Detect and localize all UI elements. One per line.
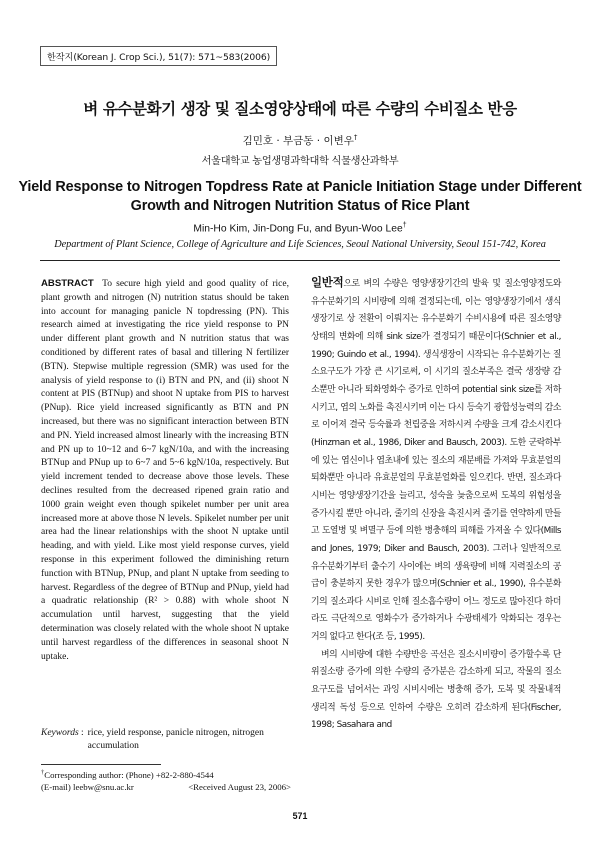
keywords-text: rice, yield response, panicle nitrogen, nitrogen accumulation <box>87 728 264 752</box>
header-divider <box>40 260 560 261</box>
english-authors <box>0 222 600 234</box>
footnote-mark: † <box>41 769 45 776</box>
english-author-names: Min-Ho Kim, Jin-Dong Fu, and Byun-Woo Lee <box>193 223 403 235</box>
korean-title: 벼 유수분화기 생장 및 질소영양상태에 따른 수량의 수비질소 반응 <box>83 100 517 118</box>
journal-citation: 한작지(Korean J. Crop Sci.), 51(7): 571~583(2006) <box>40 46 277 66</box>
english-title-line-1: Yield Response to Nitrogen Topdress Rate at Panicle Initiation Stage under Different <box>18 179 582 195</box>
english-affiliation: Department of Plant Science, College of Agriculture and Life Sciences, Seoul National University, Seoul 151-742, Korea <box>54 239 546 250</box>
corresponding-mark: † <box>353 133 358 142</box>
abstract <box>41 277 289 664</box>
keywords-label-wrap: Keywords : <box>41 728 84 738</box>
body-paragraph-1 <box>311 274 561 647</box>
footnote-divider <box>41 764 161 765</box>
footnote-line-1 <box>41 767 291 781</box>
keywords <box>41 727 289 753</box>
page-number: 571 <box>292 811 308 821</box>
footnote-line-2 <box>41 781 291 794</box>
english-title-line-2: Growth and Nitrogen Nutrition Status of Rice Plant <box>130 197 470 214</box>
body-lead: 일반적 <box>311 275 344 289</box>
keywords-label: Keywords <box>41 728 79 738</box>
korean-affiliation: 서울대학교 농업생명과학대학 식물생산과학부 <box>201 156 399 167</box>
received-date: <Received August 23, 2006> <box>188 782 291 793</box>
body-paragraph-2: 벼의 시비량에 대한 수량반응 곡선은 질소시비량이 증가할수록 단위질소량 증가에 의한 수량의 증가분은 감소하게 되고, 작물의 질소 요구도를 넘어서는 과잉 시비시에는 병충해 증가, 도복 및 작물내적 생리적 독성 등으로 인하여 수량은 오히려 감소하게 된다(Fischer, 1998; Sasahara and <box>311 649 561 731</box>
korean-authors <box>0 133 600 148</box>
body-paragraph-1-text: 으로 벼의 수량은 영양생장기간의 발육 및 질소영양정도와 유수분화기의 시비량에 의해 결정되는데, 이는 영양생장기에서 생식생장기로 상 전환이 이뤄지는 유수분화기 수비시용에 따른 질소영양상태의 변화에 의해 sink size가 결정되기 때문이다(Schnier et al., 1990; Guindo et al., 1994). 생식생장이 시작되는 유수분화기는 질소요구도가 가장 큰 시기로써, 이 시기의 질소부족은 결국 생장량 감소뿐만 아니라 퇴화영화수 증가로 인하여 potential sink size를 저하시키고, 엽의 노화를 촉진시키며 이는 다시 등숙기 광합성능력의 감소로 이어져 결국 등숙률과 천립중을 저하시켜 수량을 크게 감소시킨다(Hinzman et al., 1986, Diker and Bausch, 2003). 도한 군락하부에 있는 엽신이나 엽초내에 있는 질소의 재분배를 가져와 무효분얼의 퇴화뿐만 아니라 유효분얼의 무효분얼화를 일으킨다. 반면, 질소과다시비는 영양생장기간을 늘리고, 성숙을 늦춤으로써 도복의 위험성을 증가시킬 뿐만 아니라, 줄기의 신장을 촉진시켜 줄기를 연약하게 만들고 도열병 및 벼멸구 등에 의한 병충해의 피해를 가져올 수 있다(Mills and Jones, 1979; Diker and Bausch, 2003). 그러나 일반적으로 유수분화기부터 출수기 사이에는 벼의 생육량에 비해 지력질소의 공급이 충분하지 못한 경우가 많으며(Schnier et al., 1990), 유수분화기의 질소과다 시비로 인해 질소흡수량이 어느 정도로 많아진다 하더라도 극단적으로 영화수가 증가하거나 수광태세가 악화되는 경우는 거의 없다고 한다(조 등, 1995). <box>311 279 561 643</box>
footnote <box>41 767 291 794</box>
corresponding-email: (E-mail) leebw@snu.ac.kr <box>41 782 134 793</box>
abstract-text: To secure high yield and good quality of rice, plant growth and nitrogen (N) nutrition status should be taken into account for managing panicle N topdressing (PN). This research aimed at investigating the rice yield response to PN under different plant growth and N nutrition status that was conditioned by different rates of basal and tillering N fertilizer (BTN). Stepwise multiple regression (SMR) was used for the analysis of yield response to (i) BTN and PN, and (ii) shoot N content at PIS (BTNup) and shoot N uptake from PIS to harvest (PNup). Rice yield increased significantly as BTN and PN increased, but there was no significant interaction between BTN and PN. Yield increased almost linearly with the increasing BTN and PN up to 10~12 and 6~7 kgN/10a, and with the increasing BTNup and PNup up to 6~7 and 5~6 kgN/10a, respectively. But yield increment tended to decrease above those levels. These declines resulted from the decreased ripened grain ratio and 1000 grain weight even though spikelet number per unit area increased more at above those N levels. Spikelet number per unit area had the linear relationships with the shoot N uptake until heading, and with yield. Like most yield response curves, yield response in this experiment followed the diminishing return function with BTNup, PNup, and plant N uptake from seeding to harvest. Regardless of the degree of BTNup and PNup, yield had a quadratic relationship (R² > 0.88) with whole shoot N accumulation until harvest, suggesting that the yield determination was closely related with the whole shoot N uptake until harvest regardless of the differences in seasonal shoot N uptake. <box>41 279 289 662</box>
english-corresponding-mark: † <box>402 222 407 229</box>
korean-author-names: 김민호 · 부금동 · 이변우 <box>242 135 354 147</box>
body-column <box>311 274 561 735</box>
corresponding-phone: Corresponding author: (Phone) +82-2-880-4544 <box>44 769 214 780</box>
abstract-heading: ABSTRACT <box>41 278 94 289</box>
english-title <box>0 178 600 215</box>
